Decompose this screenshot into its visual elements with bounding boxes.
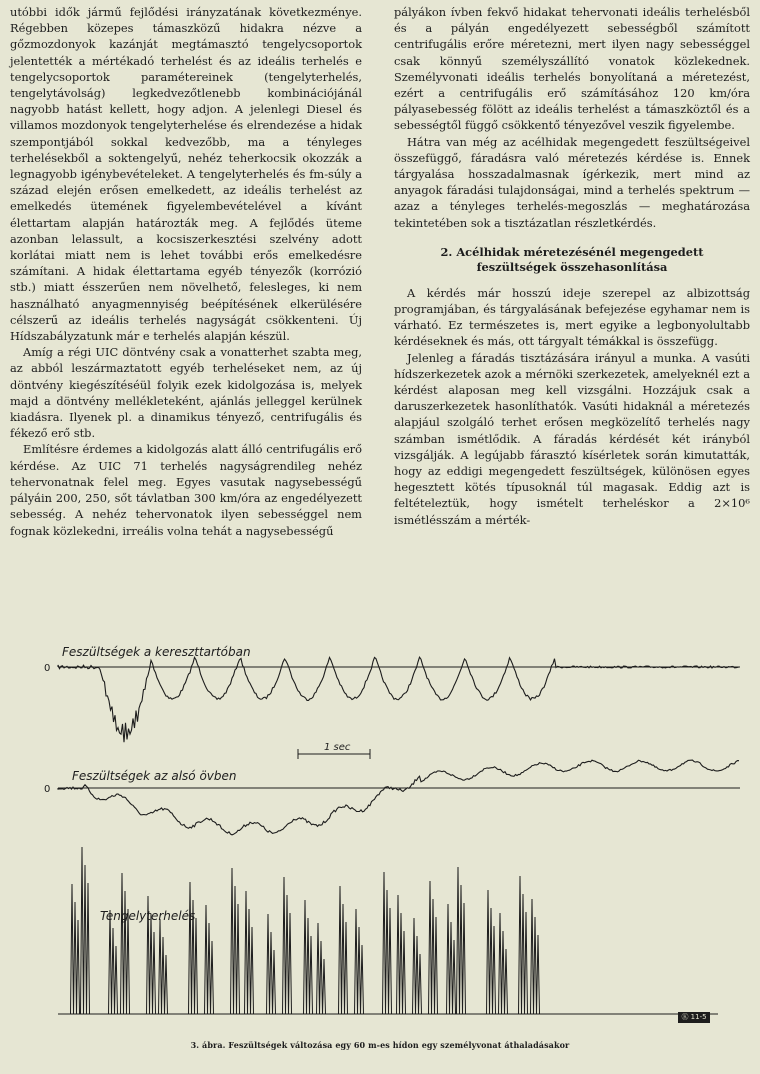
scale-label: 1 sec [324, 742, 351, 753]
trace3-spikes [71, 847, 540, 1014]
trace3-label: Tengelyterhelés [100, 909, 196, 923]
right-column-bottom [394, 285, 750, 528]
paragraph: Említésre érdemes a kidolgozás alatt álló centrifugális erő kérdése. Az UIC 71 terhelés nagyságrendileg nehéz tehervonatnak felel meg. Egyes vasutak nagysebességű pályáin 200, 250, sőt távlatban 300 km/óra az engedélyezett sebesség. A nehéz tehervonatok ilyen sebességgel nem fognak közlekedni, irreális volna tehát a nagysebességű [10, 442, 362, 538]
trace1-label: Feszültségek a kereszttartóban [62, 645, 251, 659]
figure-stress-traces [0, 632, 760, 1042]
trace1-curve [58, 657, 739, 742]
paragraph: Jelenleg a fáradás tisztázására irányul a munka. A vasúti hídszerkezetek azok a mérnöki szerkezetek, amelyeknél ezt a kérdést alaposan meg kell vizsgálni. Hozzájuk csak a daruszerkezetek hasonlíthatók. Vasúti hidaknál a méretezés alapjául szolgáló terhet erősen megközelítő terhelés nagy számban ismétlődik. A fáradás kérdését két irányból vizsgálják. A legújabb fárasztó kísérletek során kimutatták, hogy az eddigi megengedett feszültségek, különösen egyes hegesztett kötés típusoknál túl magasak. Eddig azt is feltételeztük, hogy ismételt terheléskor a 2×10⁶ ismétlésszám a mérték- [394, 350, 750, 527]
paragraph: Hátra van még az acélhidak megengedett feszültségeivel összefüggő, fáradásra való méretezés kérdése is. Ennek tárgyalása hosszadalmasnak ígérkezik, mert mind az anyagok fáradási tulajdonságai, mind a terhelés spektrum — azaz a tényleges terhelés-megoszlás — meghatározása tekintetében sok a tisztázatlan részletkérdés. [394, 134, 750, 230]
trace2-zero-label: 0 [44, 784, 51, 795]
paragraph: A kérdés már hosszú ideje szerepel az albizottság programjában, és tárgyalásának befejezése egyhamar nem is várható. Ez természetes is, mert egyike a legbonyolultabb kérdéseknek és más, ott tárgyalt témákkal is összefügg. [394, 285, 750, 349]
paragraph: utóbbi idők jármű fejlődési irányzatának következménye. Régebben közepes támaszközű hidakra nézve a gőzmozdonyok kazánját megtámasztó tengelycsoportok jelentették a mértékadó terhelést és az ideális terhelés e tengelycsoportok paramétereinek (tengelyterhelés, tengelytávolság) legkedvezőtlenebb kombinációjánál nagyobb hatást kellett, hogy adjon. A jelenlegi Diesel és villamos mozdonyok tengelyterhelése és elrendezése a hidak szempontjából sokkal kedvezőbb, ma a tényleges terhelésekből a soktengelyű, nehéz teherkocsik okozzák a legnagyobb igénybevételeket. A tengelyterhelés és fm-súly a század elején erősen emelkedett, az ideális terhelést az emelkedés ütemének figyelembevételével a kívánt élettartam alapján határozták meg. A fejlődés üteme azonban lelassult, a kocsiszerkesztési szelvény adott korlátai miatt nem is lehet további erős emelkedésre számítani. A hidak élettartama egyéb tényezők (korrózió stb.) miatt ésszerűen nem növelhető, felesleges, ki nem használható anyagmennyiség beépítésének elkerülésére célszerű az ideális terhelés nagyságát csökkenteni. Új Hídszabályzatunk már e terhelés alapján készül. [10, 5, 362, 344]
right-column [394, 4, 750, 528]
section-title-line-1: 2. Acélhidak méretezésénél megengedett [440, 244, 704, 259]
plate-mark: Ⓚ 11-5 [678, 1012, 710, 1023]
left-column [10, 4, 362, 539]
right-column-top [394, 4, 750, 231]
section-title-line-2: feszültségek összehasonlítása [476, 259, 668, 274]
paragraph: Amíg a régi UIC döntvény csak a vonatterhet szabta meg, az abból leszármaztatott egyéb terheléseket nem, az új döntvény kiegészítéséül folyik ezek kidolgozása is, melyek majd a döntvény mellékleteként, ajánlás jelleggel kerülnek kiadásra. Ilyenek pl. a dinamikus tényező, centrifugális és fékező erő stb. [10, 345, 362, 441]
figure-svg [0, 632, 760, 1042]
trace2-label: Feszültségek az alsó övben [72, 769, 237, 783]
trace1-zero-label: 0 [44, 663, 51, 674]
paragraph: pályákon ívben fekvő hidakat tehervonati ideális terhelésből és a pályán engedélyezett sebességből számított centrifugális erőre méretezni, mert ilyen nagy sebességgel csak könnyű személyszállító vonatok közlekednek. Személyvonati ideális terhelés bonyolítaná a méretezést, ezért a centrifugális erő számításához 120 km/óra pályasebesség fölött az ideális terhelést a támaszköztől és a sebességtől függő csökkentő tényezővel veszik figyelembe. [394, 5, 750, 133]
figure-caption: 3. ábra. Feszültségek változása egy 60 m-es hídon egy személyvonat áthaladásakor [190, 1040, 570, 1050]
section-title [394, 245, 750, 275]
